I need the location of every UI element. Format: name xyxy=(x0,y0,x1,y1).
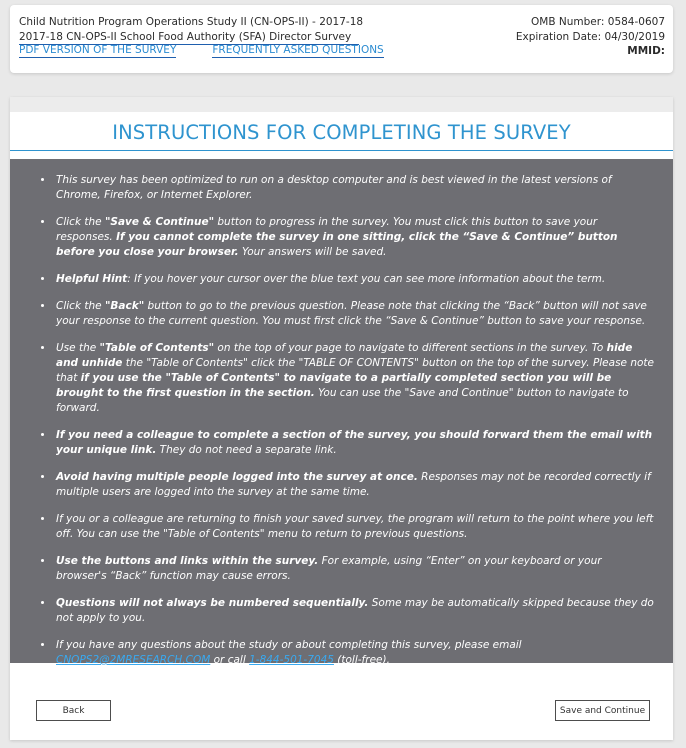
mmid-label: MMID: xyxy=(627,45,665,57)
faq-link[interactable]: FREQUENTLY ASKED QUESTIONS xyxy=(212,44,384,56)
instruction-item: • If you need a colleague to complete a section of the survey, you should forward them the email with your unique link. They do not need a separate link. xyxy=(54,428,655,458)
instruction-item: • If you or a colleague are returning to finish your saved survey, the program will return to the point where you left off. You can use the "Table of Contents" menu to return to previous questions. xyxy=(54,512,655,542)
card-top-band xyxy=(10,97,673,112)
header-titles xyxy=(19,15,363,45)
instructions-list xyxy=(10,159,673,668)
save-and-continue-button[interactable]: Save and Continue xyxy=(555,700,650,721)
instruction-item: • Click the "Save & Continue" button to progress in the survey. You must click this button to save your responses. If you cannot complete the survey in one sitting, click the “Save & Continue” button before you close your browser. Your answers will be saved. xyxy=(54,215,655,260)
instruction-item: • Use the buttons and links within the survey. For example, using “Enter” on your keyboard or your browser's “Back” function may cause errors. xyxy=(54,554,655,584)
instruction-item: • This survey has been optimized to run on a desktop computer and is best viewed in the latest versions of Chrome, Firefox, or Internet Explorer. xyxy=(54,173,655,203)
header-meta xyxy=(516,15,665,59)
instruction-item: • Avoid having multiple people logged into the survey at once. Responses may not be recorded correctly if multiple users are logged into the survey at the same time. xyxy=(54,470,655,500)
instruction-item: • If you have any questions about the study or about completing this survey, please email CNOPS2@2MRESEARCH.COM or call 1-844-501-7045 (toll-free). xyxy=(54,638,655,668)
instruction-item: • Click the "Back" button to go to the previous question. Please note that clicking the “Back” button will not save your response to the current question. You must first click the “Save & Continue” button to save your response. xyxy=(54,299,655,329)
expiration-date: Expiration Date: 04/30/2019 xyxy=(515,30,665,43)
survey-title: 2017-18 CN-OPS-II School Food Authority (SFA) Director Survey xyxy=(19,30,359,46)
instruction-item: • Questions will not always be numbered sequentially. Some may be automatically skipped because they do not apply to you. xyxy=(54,596,655,626)
instructions-card xyxy=(10,97,673,740)
support-email-link[interactable]: CNOPS2@2MRESEARCH.COM xyxy=(56,654,211,666)
support-phone-link[interactable]: 1-844-501-7045 xyxy=(249,654,334,666)
header-links xyxy=(19,44,384,58)
instructions-panel xyxy=(10,159,673,666)
survey-header xyxy=(10,5,673,73)
pdf-version-link[interactable]: PDF VERSION OF THE SURVEY xyxy=(19,44,177,56)
instruction-item: • Use the "Table of Contents" on the top of your page to navigate to different sections in the survey. To hide and unhide the "Table of Contents" click the "TABLE OF CONTENTS" button on the top of the survey. Please note that if you use the "Table of Contents" to navigate to a partially completed section you will be brought to the first question in the section. You can use the "Save and Continue" button to navigate to forward. xyxy=(54,341,655,416)
instruction-item: • Helpful Hint: If you hover your cursor over the blue text you can see more information about the term. xyxy=(54,272,655,287)
back-button[interactable]: Back xyxy=(36,700,111,721)
study-title: Child Nutrition Program Operations Study II (CN-OPS-II) - 2017-18 xyxy=(19,16,364,28)
page-title: INSTRUCTIONS FOR COMPLETING THE SURVEY xyxy=(10,114,673,151)
omb-number: OMB Number: 0584-0607 xyxy=(531,16,665,28)
